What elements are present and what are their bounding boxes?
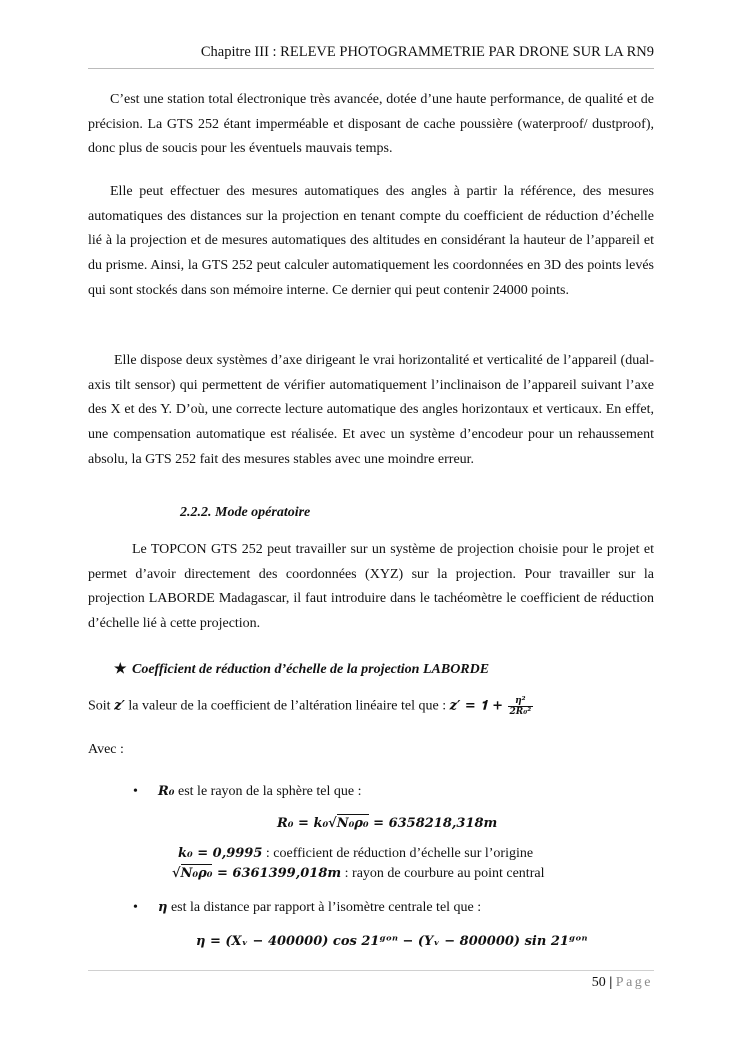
sqrt-symbol-icon: √ [328, 816, 337, 831]
z-formula-lhs: z′ = 𝟏 + [449, 698, 508, 714]
bullet-dot-icon: • [133, 784, 138, 799]
r0-formula-lhs: R₀ = k₀ [277, 816, 329, 831]
k0-text: : coefficient de réduction d’échelle sur l’origine [262, 846, 534, 861]
soit-prefix: Soit [88, 698, 111, 714]
page-number: 50 [591, 975, 606, 990]
var-r0: R₀ [158, 784, 175, 799]
n0-text: : rayon de courbure au point central [341, 866, 545, 881]
section-heading: 2.2.2. Mode opératoire [180, 505, 311, 520]
k0-formula: k₀ = 0,9995 [178, 846, 263, 861]
z-formula-fraction [508, 696, 534, 717]
paragraph-3: Elle dispose deux systèmes d’axe dirigeant le vrai horizontalité et verticalité de l’appareil (dual-axis tilt sensor) qui permettent de vérifier automatiquement l’inclinaison de l’appareil suivant l’axe des X et des Y. D’où, une correcte lecture automatique des angles horizontaux et verticaux. En effet, une compensation automatique est réalisée. Et avec un système d’encodeur pour un rehaussement absolu, la GTS 252 fait des mesures stables avec une moindre erreur. [88, 353, 654, 467]
header-rule [88, 68, 654, 69]
n0-formula: = 6361399,018m [212, 866, 342, 881]
page-header: Chapitre III : RELEVE PHOTOGRAMMETRIE PAR DRONE SUR LA RN9 [200, 44, 654, 60]
soit-line [88, 696, 533, 717]
fraction-numerator: η² [508, 696, 534, 707]
page-label: Page [615, 975, 653, 990]
r0-formula-rhs: = 6358218,318m [368, 816, 498, 831]
bullet-eta [158, 900, 481, 916]
star-bullet-icon: ★ [114, 662, 127, 677]
star-heading-text: Coefficient de réduction d’échelle de la projection LABORDE [132, 662, 490, 677]
fraction-denominator: 2R₀² [509, 707, 532, 717]
k0-line [178, 846, 533, 862]
paragraph-4: Le TOPCON GTS 252 peut travailler sur un système de projection choisie pour le projet et permet d’avoir directement des coordonnées (XYZ) sur la projection. Pour travailler sur la projection LABORDE Madagascar, il faut introduire dans le tachéomètre le coefficient de réduction d’échelle lié à cette projection. [88, 542, 654, 632]
var-z-prime: z′ [114, 698, 125, 714]
eta-formula [196, 934, 587, 950]
n0-sqrt: N₀ρ₀ [180, 866, 213, 881]
page-footer [592, 975, 653, 991]
bullet-eta-text: est la distance par rapport à l’isomètre centrale tel que : [167, 900, 482, 915]
var-eta: η [158, 900, 168, 915]
r0-formula-sqrt: N₀ρ₀ [336, 816, 369, 831]
star-heading [114, 661, 489, 678]
paragraph-2: Elle peut effectuer des mesures automatiques des angles à partir la référence, des mesures automatiques des distances sur la projection en tenant compte du coefficient de réduction d’échelle lié à la projection et de mesures automatiques des altitudes en considérant la hauteur de l’appareil et du prisme. Ainsi, la GTS 252 peut calculer automatiquement les coordonnées en 3D des points levés qui sont stockés dans son mémoire interne. Ce dernier qui peut contenir 24000 points. [88, 184, 654, 298]
bullet-r0 [158, 784, 361, 800]
r0-formula [277, 816, 497, 832]
paragraph-1: C’est une station total électronique très avancée, dotée d’une haute performance, de qualité et de précision. La GTS 252 étant imperméable et disposant de cache poussière (waterproof/ dustproof), donc plus de soucis pour les éventuels mauvais temps. [88, 92, 654, 157]
footer-rule [88, 970, 654, 971]
bullet-r0-text: est le rayon de la sphère tel que : [174, 784, 362, 799]
n0-line [172, 866, 544, 882]
soit-text: la valeur de la coefficient de l’altération linéaire tel que : [124, 698, 450, 714]
bullet-dot-icon: • [133, 900, 138, 915]
eta-formula-text: η = (Xᵥ − 400000) cos 21ᵍᵒⁿ − (Yᵥ − 800000) sin 21ᵍᵒⁿ [196, 934, 588, 949]
sqrt-symbol-icon: √ [172, 866, 181, 881]
avec-label: Avec : [88, 742, 124, 757]
footer-separator: | [609, 975, 613, 990]
